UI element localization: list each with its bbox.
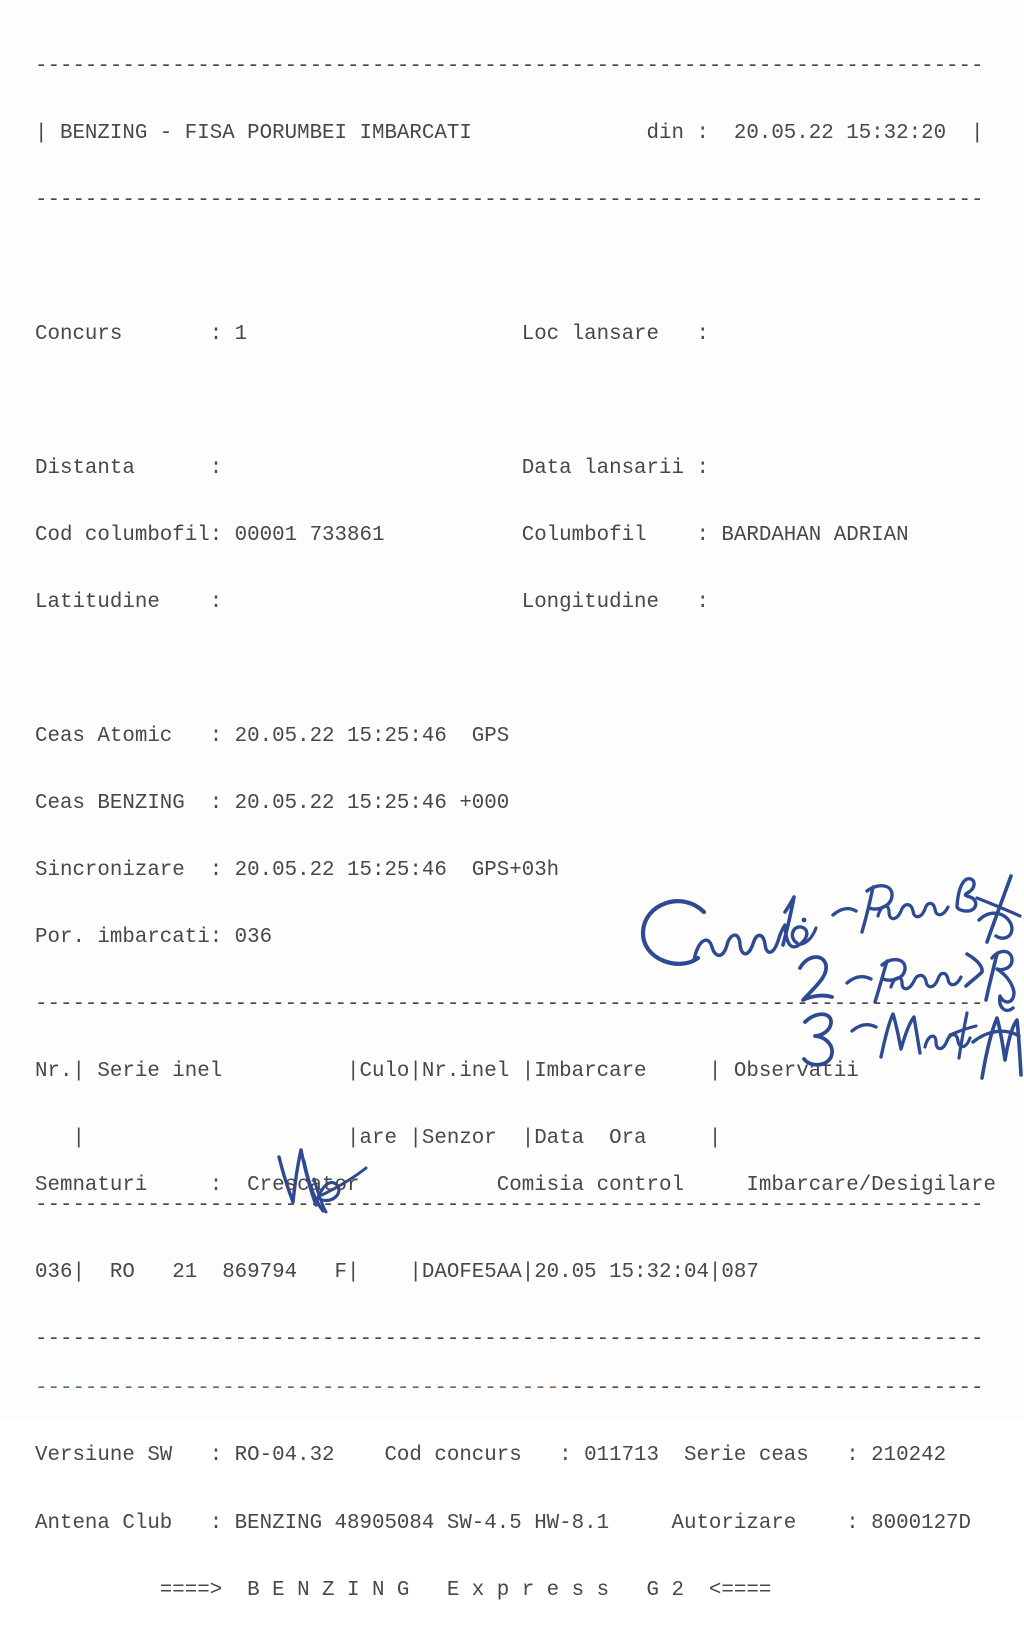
line-antena-club: Antena Club : BENZING 48905084 SW-4.5 HW-8.1 Autorizare : 8000127D [35,1511,972,1535]
spacer-line [35,659,984,680]
footer-rule-right-segment: ---------------------------------- [559,1376,984,1400]
spacer-line [35,1310,996,1332]
line-concurs-loc-lansare: Concurs : 1 Loc lansare : [35,323,709,346]
line-cod-columbofil: Cod columbofil: 00001 733861 Columbofil : BARDAHAN ADRIAN [35,524,909,547]
line-benzing-express: ====> B E N Z I N G E x p r e s s G 2 <==== [35,1579,772,1602]
line-distanta-data-lansarii: Distanta : Data lansarii : [35,457,709,480]
footer-rule-line [35,1378,996,1400]
line-semnaturi-headers: Semnaturi : Crescator Comisia control Imbarcare/Desigilare [35,1174,996,1197]
table-rule-mid: ---------------------------------------------------------------------------- [35,1194,984,1217]
line-latitudine-longitudine: Latitudine : Longitudine : [35,591,709,614]
line-sincronizare: Sincronizare : 20.05.22 15:25:46 GPS+03h [35,859,560,882]
line-ceas-atomic: Ceas Atomic : 20.05.22 15:25:46 GPS [35,725,510,748]
table-rule-bottom: ---------------------------------------------------------------------------- [35,1328,984,1351]
spacer-line [35,391,984,412]
printed-report-bottom [35,1129,996,1648]
line-ceas-benzing: Ceas BENZING : 20.05.22 15:25:46 +000 [35,792,510,815]
line-por-imbarcati: Por. imbarcati: 036 [35,926,273,949]
line-versiune-sw: Versiune SW : RO-04.32 Cod concurs : 011713 Serie ceas : 210242 [35,1444,947,1467]
footer-rule-red-segment: - [546,1376,560,1400]
table-header-line-2: | |are |Senzor |Data Ora | [35,1127,722,1150]
rule-line: ---------------------------------------------------------------------------- [35,189,984,212]
spacer-line [35,257,984,278]
table-data-row: 036| RO 21 869794 F| |DAOFE5AA|20.05 15:32:04|087 [35,1261,759,1284]
table-rule-top: ---------------------------------------------------------------------------- [35,993,984,1016]
spacer-line [35,1243,996,1265]
table-header-line-1: Nr.| Serie inel |Culo|Nr.inel |Imbarcare | Observatii [35,1060,859,1083]
footer-rule-left-segment: ----------------------------------------- [35,1376,547,1400]
report-title-line: | BENZING - FISA PORUMBEI IMBARCATI din : 20.05.22 15:32:20 | [35,122,984,145]
rule-line: ---------------------------------------------------------------------------- [35,55,984,78]
